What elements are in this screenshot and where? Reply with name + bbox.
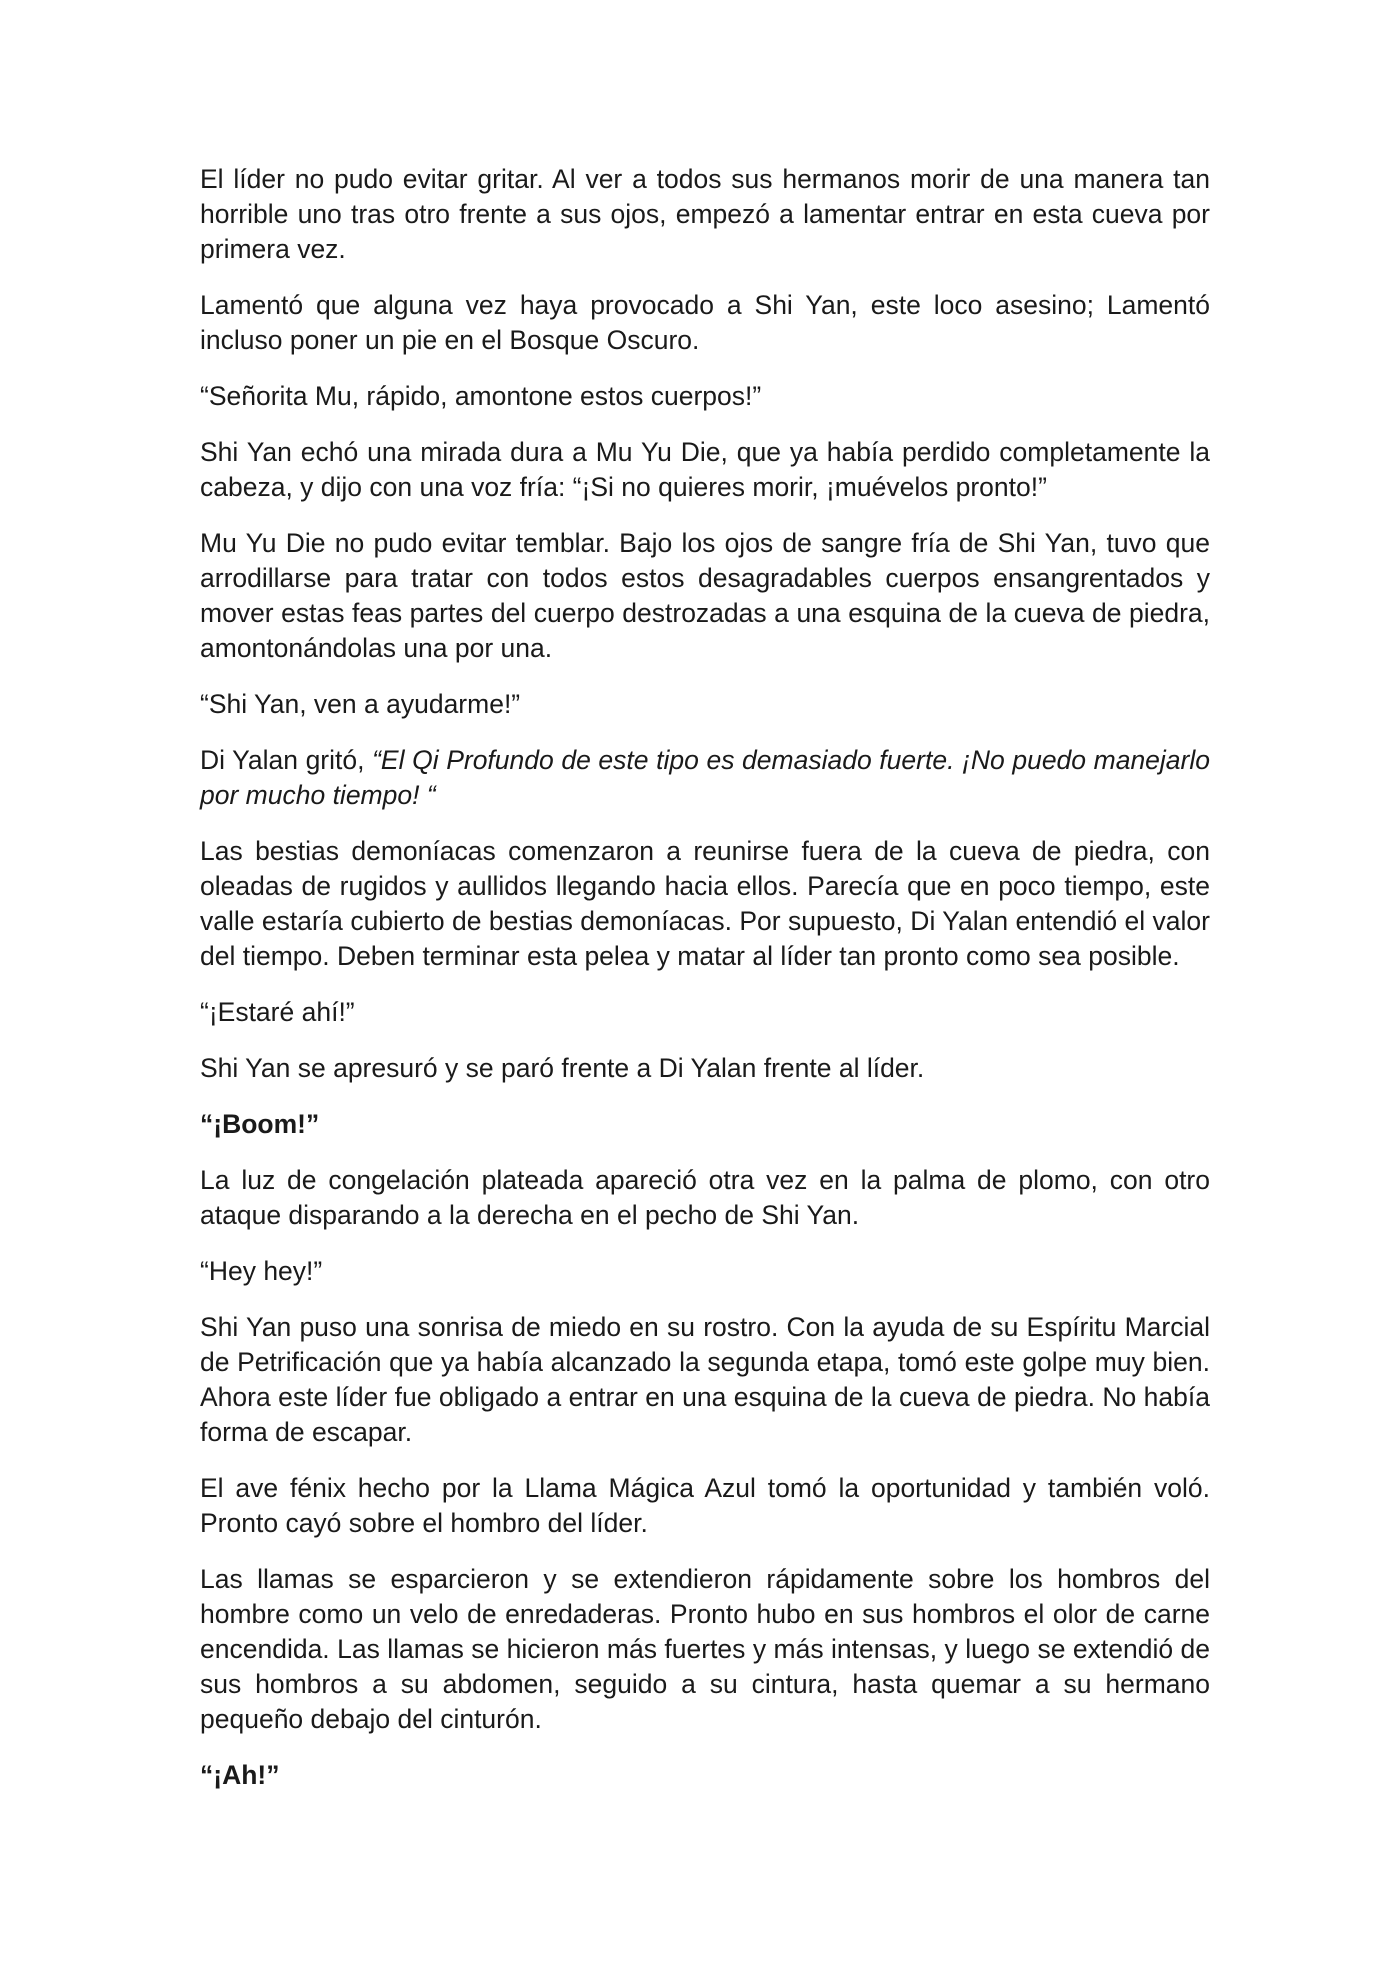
paragraph-5: Mu Yu Die no pudo evitar temblar. Bajo los ojos de sangre fría de Shi Yan, tuvo que arrodillarse para tratar con todos estos desagradables cuerpos ensangrentados y mover estas feas partes del cuerpo destrozadas a una esquina de la cueva de piedra, amontonándolas una por una.	[200, 528, 1210, 663]
paragraph-7-italic: “El Qi Profundo de este tipo es demasiado fuerte. ¡No puedo manejarlo por mucho tiempo! “	[200, 745, 1210, 810]
ah-line: “¡Ah!”	[200, 1760, 280, 1790]
paragraph-1: El líder no pudo evitar gritar. Al ver a todos sus hermanos morir de una manera tan horrible uno tras otro frente a sus ojos, empezó a lamentar entrar en esta cueva por primera vez.	[200, 164, 1210, 264]
paragraph-8: Las bestias demoníacas comenzaron a reunirse fuera de la cueva de piedra, con oleadas de rugidos y aullidos llegando hacia ellos. Parecía que en poco tiempo, este valle estaría cubierto de bestias demoníacas. Por supuesto, Di Yalan entendió el valor del tiempo. Deben terminar esta pelea y matar al líder tan pronto como sea posible.	[200, 836, 1210, 971]
document-page	[200, 162, 1210, 1814]
paragraph-12: La luz de congelación plateada apareció otra vez en la palma de plomo, con otro ataque disparando a la derecha en el pecho de Shi Yan.	[200, 1165, 1210, 1230]
paragraph-14: Shi Yan puso una sonrisa de miedo en su rostro. Con la ayuda de su Espíritu Marcial de Petrificación que ya había alcanzado la segunda etapa, tomó este golpe muy bien. Ahora este líder fue obligado a entrar en una esquina de la cueva de piedra. No había forma de escapar.	[200, 1312, 1210, 1447]
paragraph-2: Lamentó que alguna vez haya provocado a Shi Yan, este loco asesino; Lamentó incluso poner un pie en el Bosque Oscuro.	[200, 290, 1210, 355]
paragraph-7	[200, 743, 1210, 813]
paragraph-16: Las llamas se esparcieron y se extendieron rápidamente sobre los hombros del hombre como un velo de enredaderas. Pronto hubo en sus hombros el olor de carne encendida. Las llamas se hicieron más fuertes y más intensas, y luego se extendió de sus hombros a su abdomen, seguido a su cintura, hasta quemar a su hermano pequeño debajo del cinturón.	[200, 1564, 1210, 1734]
paragraph-13: “Hey hey!”	[200, 1256, 323, 1286]
paragraph-9: “¡Estaré ahí!”	[200, 997, 355, 1027]
paragraph-3: “Señorita Mu, rápido, amontone estos cuerpos!”	[200, 381, 762, 411]
paragraph-15: El ave fénix hecho por la Llama Mágica Azul tomó la oportunidad y también voló. Pronto cayó sobre el hombro del líder.	[200, 1473, 1210, 1538]
paragraph-6: “Shi Yan, ven a ayudarme!”	[200, 689, 521, 719]
paragraph-4: Shi Yan echó una mirada dura a Mu Yu Die, que ya había perdido completamente la cabeza, y dijo con una voz fría: “¡Si no quieres morir, ¡muévelos pronto!”	[200, 437, 1210, 502]
paragraph-10: Shi Yan se apresuró y se paró frente a Di Yalan frente al líder.	[200, 1053, 925, 1083]
paragraph-7-start: Di Yalan gritó,	[200, 745, 373, 775]
boom-line: “¡Boom!”	[200, 1109, 320, 1139]
